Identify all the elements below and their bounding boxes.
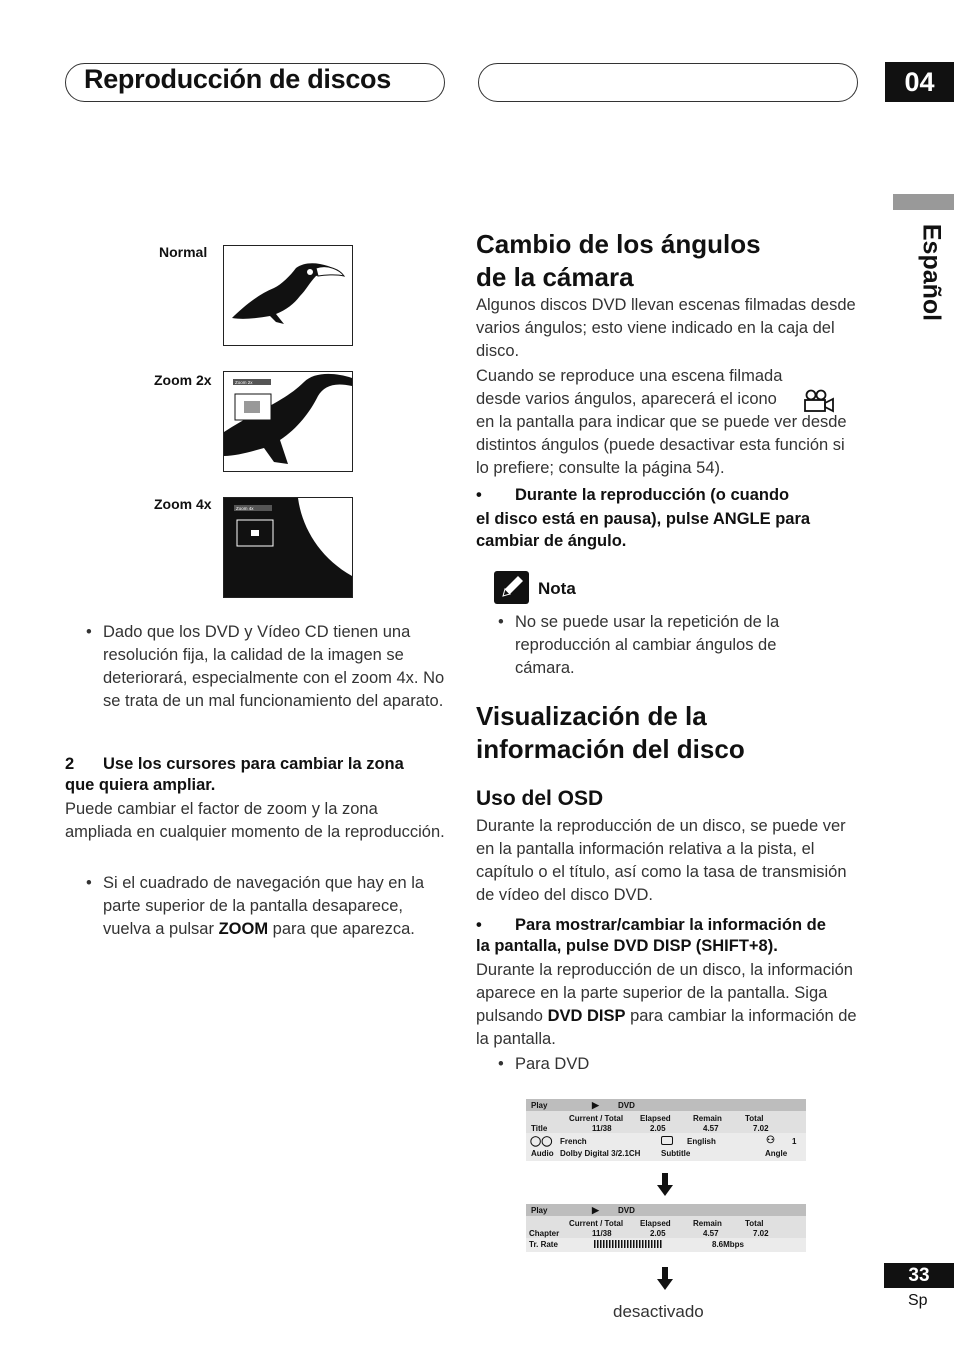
- angles-para2b: en la pantalla para indicar que se puede ver desde distintos ángulos (puede desactivar esta función si lo prefiere; consulte la página 54).: [476, 413, 847, 477]
- osd-panel-title: Play ▶ DVD Current / Total Elapsed Remain Total Title 11/38 2.05 4.57 7.02 ◯◯ French Audio Dolby Digital 3/2.1CH English Subtitle ⚇ 1 Angle: [526, 1099, 806, 1161]
- osd-heading: Uso del OSD: [476, 787, 604, 810]
- osd-step-line2: la pantalla, pulse DVD DISP (SHIFT+8).: [476, 937, 778, 955]
- step2-number: 2: [65, 755, 75, 773]
- language-tab: [893, 194, 954, 210]
- header-blank-frame: [478, 63, 858, 102]
- angles-heading: Cambio de los ángulos de la cámara: [476, 229, 761, 292]
- osd-step-line1: Para mostrar/cambiar la información de: [515, 916, 826, 934]
- osd-para2: Durante la reproducción de un disco, la información aparece en la parte superior de la pantalla. Siga pulsando DVD DISP para cambiar la información de la pantalla.: [476, 961, 857, 1048]
- osd-panel-chapter: Play ▶ DVD Current / Total Elapsed Remain Total Chapter 11/38 2.05 4.57 7.02 Tr. Rate 8.6Mbps: [526, 1204, 806, 1252]
- page-lang: Sp: [908, 1292, 928, 1309]
- note-pencil-icon: [494, 571, 529, 604]
- step2-line2: que quiera ampliar.: [65, 776, 216, 794]
- note-title: Nota: [538, 579, 576, 598]
- angles-para2a: Cuando se reproduce una escena filmada desde varios ángulos, aparecerá el icono: [476, 367, 783, 408]
- page-number: 33: [884, 1263, 954, 1288]
- zoom2-label: Zoom 2x: [154, 372, 212, 388]
- step2-line1: Use los cursores para cambiar la zona: [103, 755, 404, 773]
- zoom-nav-bullet: Si el cuadrado de navegación que hay en la parte superior de la pantalla desaparece, vuelva a pulsar ZOOM para que aparezca.: [103, 874, 425, 938]
- toucan-normal-image: [223, 245, 353, 346]
- language-label: Español: [917, 223, 946, 322]
- page-title: Reproducción de discos: [84, 64, 391, 94]
- play-icon: ▶: [592, 1100, 599, 1110]
- note-bullet: No se puede usar la repetición de la reproducción al cambiar ángulos de cámara.: [515, 613, 780, 677]
- angle-icon: ⚇: [766, 1135, 775, 1146]
- arrow-down-icon: [656, 1173, 674, 1197]
- zoom4-tag: Zoom 4x: [236, 506, 254, 511]
- angles-step-line2: el disco está en pausa), pulse ANGLE para cambiar de ángulo.: [476, 510, 811, 550]
- rate-meter: [594, 1240, 662, 1248]
- subtitle-icon: [661, 1136, 673, 1145]
- osd-dvd-bullet: Para DVD: [515, 1055, 590, 1073]
- info-heading: Visualización de la información del disco: [476, 701, 745, 764]
- zoom-para: Puede cambiar el factor de zoom y la zona ampliada en cualquier momento de la reproducción.: [65, 800, 445, 841]
- osd-para1: Durante la reproducción de un disco, se puede ver en la pantalla información relativa a la pista, el capítulo o el título, así como la tasa de transmisión de vídeo del disco DVD.: [476, 817, 847, 904]
- arrow-down-icon: [656, 1267, 674, 1291]
- toucan-zoom4-image: [223, 497, 353, 598]
- zoom2-tag: Zoom 2x: [235, 380, 253, 385]
- camera-angle-icon: [803, 389, 835, 413]
- chapter-number: 04: [885, 62, 954, 102]
- angles-para1: Algunos discos DVD llevan escenas filmadas desde varios ángulos; esto viene indicado en la caja del disco.: [476, 296, 856, 360]
- audio-icon: ◯◯: [530, 1136, 553, 1147]
- play-icon: ▶: [592, 1205, 599, 1215]
- zoom-bullet: Dado que los DVD y Vídeo CD tienen una resolución fija, la calidad de la imagen se deteriorará, especialmente con el zoom 4x. No se trata de un mal funcionamiento del aparato.: [103, 623, 445, 710]
- zoom4-label: Zoom 4x: [154, 496, 212, 512]
- normal-label: Normal: [159, 244, 208, 260]
- angles-step-line1: Durante la reproducción (o cuando: [515, 486, 790, 504]
- off-label: desactivado: [613, 1302, 704, 1321]
- toucan-zoom2-image: [223, 371, 353, 472]
